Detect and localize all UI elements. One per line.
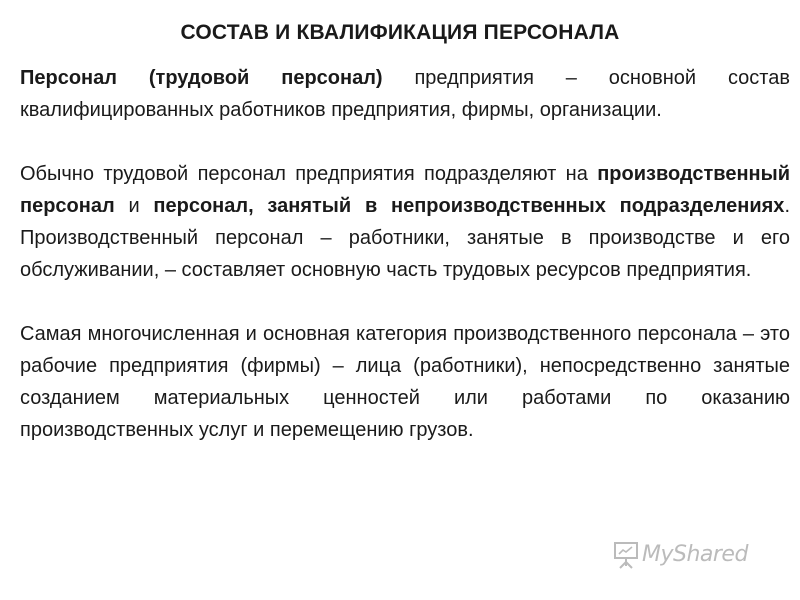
slide-body	[20, 62, 790, 446]
paragraph-classification	[20, 158, 790, 286]
presentation-board-icon	[612, 540, 640, 570]
classification-intro: Обычно трудовой персонал предприятия подразделяют на	[20, 163, 598, 185]
workers-text: Самая многочисленная и основная категория производственного персонала – это рабочие предприятия (фирмы) – лица (работники), непосредственно занятые созданием материальных ценностей или работами по оказанию производственных услуг и перемещению грузов.	[20, 323, 790, 441]
term-nonproduction-personnel: персонал, занятый в непроизводственных подразделениях	[153, 195, 785, 217]
slide-title: СОСТАВ И КВАЛИФИКАЦИЯ ПЕРСОНАЛА	[180, 21, 620, 44]
classification-details: . Производственный персонал – работники, занятые в производстве и его обслуживании, – составляет основную часть трудовых ресурсов предприятия.	[20, 195, 790, 281]
classification-and: и	[114, 195, 154, 217]
watermark	[612, 538, 772, 572]
paragraph-spacer	[20, 286, 790, 318]
term-personnel: Персонал (трудовой персонал)	[20, 67, 383, 89]
definition-text: предприятия – основной состав квалифицированных работников предприятия, фирмы, организации.	[20, 67, 790, 121]
paragraph-definition	[20, 62, 790, 126]
term-production-personnel: производственный персонал	[20, 163, 790, 217]
paragraph-spacer	[20, 126, 790, 158]
watermark-text: MyShared	[642, 542, 748, 567]
paragraph-workers	[20, 318, 790, 446]
